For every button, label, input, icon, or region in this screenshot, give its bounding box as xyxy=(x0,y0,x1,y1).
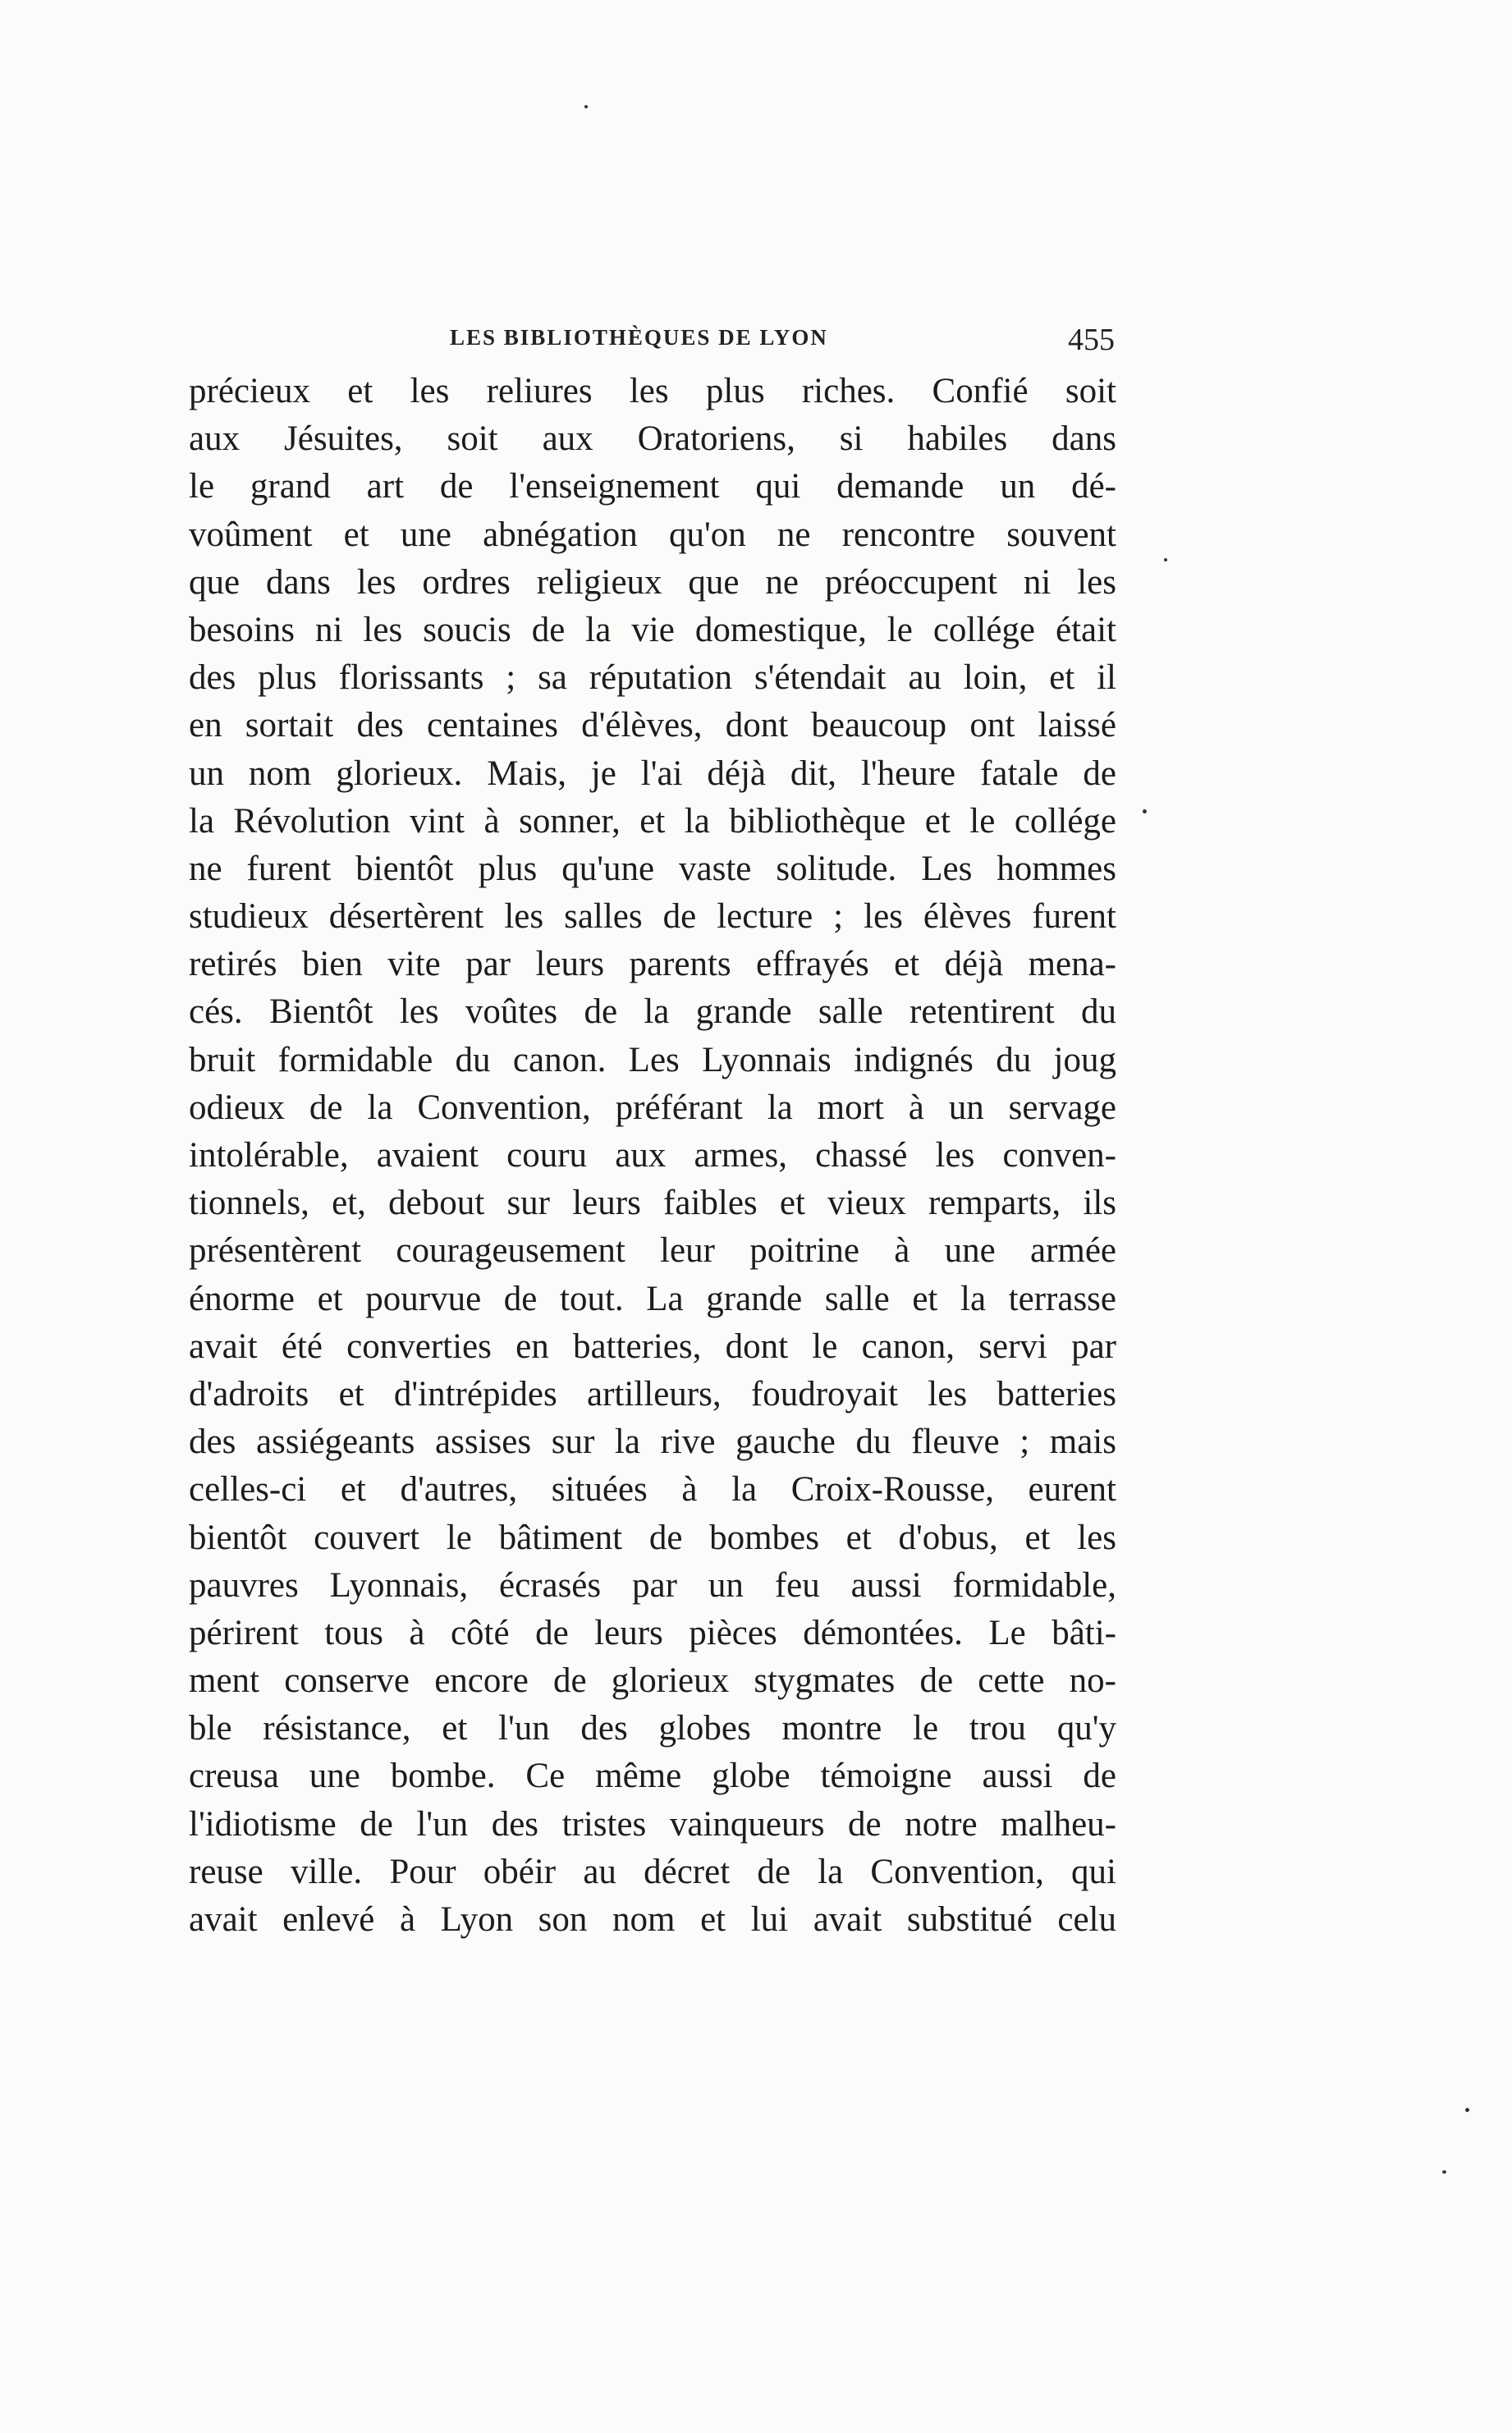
page-header xyxy=(450,322,1115,363)
text-line: le grand art de l'enseignement qui demande un dé- xyxy=(189,467,1116,506)
text-line: un nom glorieux. Mais, je l'ai déjà dit, l'heure fatale de xyxy=(189,754,1116,793)
text-line: reuse ville. Pour obéir au décret de la Convention, qui xyxy=(189,1852,1116,1891)
text-line: la Révolution vint à sonner, et la bibliothèque et le collége xyxy=(189,801,1116,841)
running-title: LES BIBLIOTHÈQUES DE LYON xyxy=(450,325,828,350)
text-line: ment conserve encore de glorieux stygmates de cette no- xyxy=(189,1661,1116,1701)
text-line: pauvres Lyonnais, écrasés par un feu aussi formidable, xyxy=(189,1565,1116,1605)
text-line: précieux et les reliures les plus riches. Confié soit xyxy=(189,372,1116,410)
text-line: celles-ci et d'autres, situées à la Croix-Rousse, eurent xyxy=(189,1470,1116,1510)
text-line: cés. Bientôt les voûtes de la grande salle retentirent du xyxy=(189,992,1116,1032)
text-line: voûment et une abnégation qu'on ne rencontre souvent xyxy=(189,515,1116,554)
text-line: ne furent bientôt plus qu'une vaste solitude. Les hommes xyxy=(189,849,1116,888)
text-line: retirés bien vite par leurs parents effrayés et déjà mena- xyxy=(189,945,1116,984)
text-line: studieux désertèrent les salles de lecture ; les élèves furent xyxy=(189,897,1116,937)
text-line: tionnels, et, debout sur leurs faibles et vieux remparts, ils xyxy=(189,1184,1116,1223)
text-line: l'idiotisme de l'un des tristes vainqueurs de notre malheu- xyxy=(189,1804,1116,1844)
text-line: avait enlevé à Lyon son nom et lui avait substitué celu xyxy=(189,1900,1116,1939)
text-line: d'adroits et d'intrépides artilleurs, foudroyait les batteries xyxy=(189,1374,1116,1414)
text-line: énorme et pourvue de tout. La grande salle et la terrasse xyxy=(189,1279,1116,1318)
body-text xyxy=(189,368,1116,1944)
print-speck xyxy=(1465,2108,1469,2112)
text-line: ble résistance, et l'un des globes montre le trou qu'y xyxy=(189,1709,1116,1748)
text-line: périrent tous à côté de leurs pièces démontées. Le bâti- xyxy=(189,1613,1116,1652)
print-speck xyxy=(1442,2170,1446,2174)
text-line: besoins ni les soucis de la vie domestique, le collége était xyxy=(189,610,1116,649)
print-speck xyxy=(1164,558,1167,561)
text-line: bruit formidable du canon. Les Lyonnais indignés du joug xyxy=(189,1040,1116,1079)
text-line: creusa une bombe. Ce même globe témoigne aussi de xyxy=(189,1757,1116,1796)
text-line: que dans les ordres religieux que ne préoccupent ni les xyxy=(189,562,1116,602)
text-line: avait été converties en batteries, dont le canon, servi par xyxy=(189,1326,1116,1366)
text-line: odieux de la Convention, préférant la mort à un servage xyxy=(189,1088,1116,1127)
text-line: aux Jésuites, soit aux Oratoriens, si habiles dans xyxy=(189,419,1116,459)
text-line: en sortait des centaines d'élèves, dont beaucoup ont laissé xyxy=(189,706,1116,745)
text-line: intolérable, avaient couru aux armes, chassé les conven- xyxy=(189,1136,1116,1175)
print-speck xyxy=(584,105,588,108)
print-speck xyxy=(1143,809,1147,813)
text-line: présentèrent courageusement leur poitrine à une armée xyxy=(189,1231,1116,1271)
text-line: des assiégeants assises sur la rive gauche du fleuve ; mais xyxy=(189,1423,1116,1462)
page-number: 455 xyxy=(1068,323,1115,357)
text-line: des plus florissants ; sa réputation s'étendait au loin, et il xyxy=(189,658,1116,698)
text-line: bientôt couvert le bâtiment de bombes et d'obus, et les xyxy=(189,1518,1116,1557)
